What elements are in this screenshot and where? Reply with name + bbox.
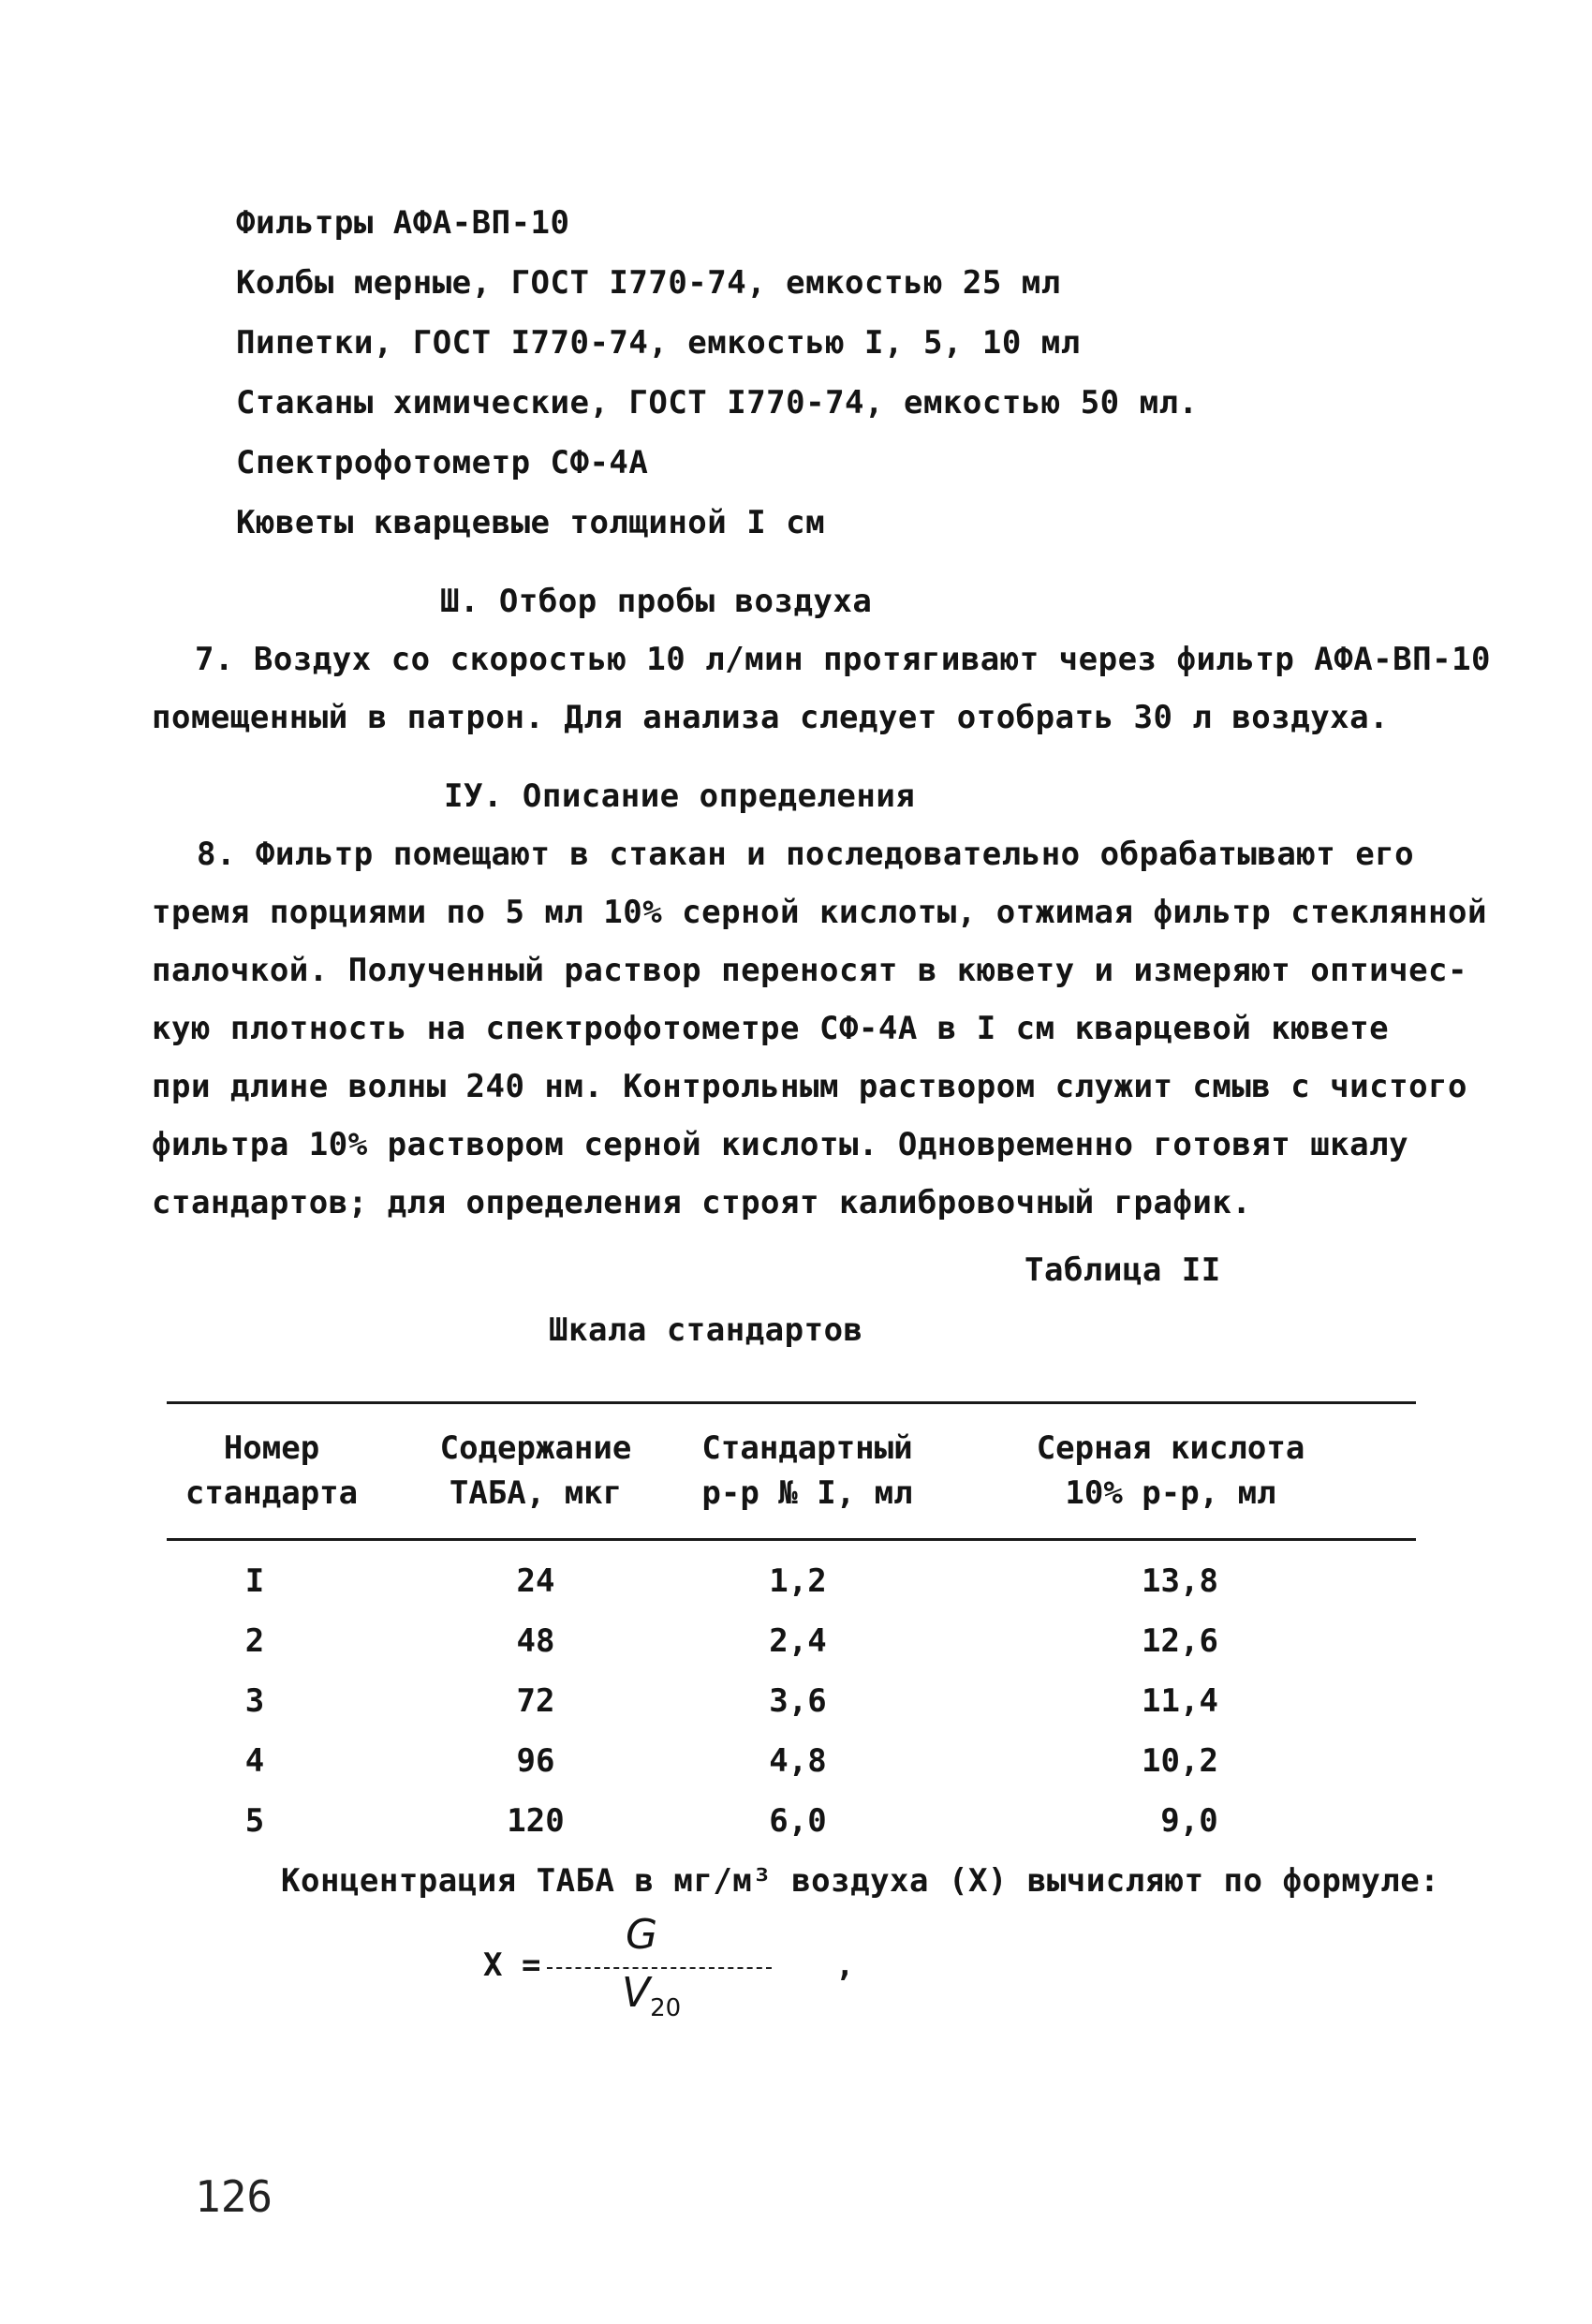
table-cell: 24	[516, 1562, 555, 1600]
table-header-cell: Номер	[223, 1429, 320, 1467]
table-header-cell: Стандартный	[701, 1429, 913, 1467]
table-cell: 6,0	[769, 1802, 827, 1840]
formula-denominator	[622, 1969, 681, 2022]
formula-intro: Концентрация ТАБА в мг/м³ воздуха (Х) вычисляют по формуле:	[281, 1862, 1440, 1900]
table-title: Шкала стандартов	[549, 1311, 863, 1349]
table-header-cell: ТАБА, мкг	[449, 1474, 623, 1512]
paragraph-line: кую плотность на спектрофотометре СФ-4А в I см кварцевой кювете	[152, 1010, 1390, 1047]
table-cell: 120	[507, 1802, 565, 1840]
formula-trailing-comma: ,	[835, 1947, 855, 1984]
table-cell: 2	[244, 1622, 265, 1660]
equipment-item: Пипетки, ГОСТ I770-74, емкостью I, 5, 10 мл	[236, 324, 1081, 362]
table-cell: 9,0	[1160, 1802, 1218, 1840]
table-cell: 72	[516, 1682, 555, 1720]
table-header-cell: стандарта	[184, 1474, 359, 1512]
formula-lhs: Х =	[483, 1947, 541, 1984]
table-header-cell: 10% р-р, мл	[1065, 1474, 1276, 1512]
table-header-cell: Содержание	[439, 1429, 632, 1467]
equipment-item: Стаканы химические, ГОСТ I770-74, емкостью 50 мл.	[236, 384, 1199, 422]
table-cell: 96	[516, 1742, 555, 1780]
table-cell: 3	[244, 1682, 265, 1720]
equipment-item: Спектрофотометр СФ-4А	[236, 444, 649, 481]
formula	[483, 1911, 877, 2022]
table-header-cell: Серная кислота	[1036, 1429, 1305, 1467]
table-number: Таблица II	[1024, 1251, 1221, 1289]
paragraph-line: тремя порциями по 5 мл 10% серной кислоты, отжимая фильтр стеклянной	[152, 894, 1487, 931]
table-cell: 2,4	[769, 1622, 827, 1660]
section-heading: Ш. Отбор пробы воздуха	[440, 583, 873, 620]
table-cell: 4,8	[769, 1742, 827, 1780]
equipment-item: Кюветы кварцевые толщиной I см	[236, 504, 826, 541]
paragraph-line: при длине волны 240 нм. Контрольным раствором служит смыв с чистого	[152, 1068, 1467, 1105]
formula-numerator: G	[626, 1911, 658, 1959]
table-cell: I	[244, 1562, 265, 1600]
table-cell: 12,6	[1142, 1622, 1218, 1660]
paragraph-line: стандартов; для определения строят калибровочный график.	[152, 1184, 1252, 1221]
table-cell: 1,2	[769, 1562, 827, 1600]
paragraph-line: фильтра 10% раствором серной кислоты. Одновременно готовят шкалу	[152, 1126, 1409, 1163]
section-heading: IУ. Описание определения	[444, 777, 916, 815]
table-cell: 3,6	[769, 1682, 827, 1720]
paragraph-line: палочкой. Полученный раствор переносят в кювету и измеряют оптичес-	[152, 952, 1467, 989]
paragraph-line: 8. Фильтр помещают в стакан и последовательно обрабатывают его	[197, 836, 1415, 873]
table-cell: 5	[244, 1802, 265, 1840]
table-cell: 13,8	[1142, 1562, 1218, 1600]
table-cell: 4	[244, 1742, 265, 1780]
table-cell: 11,4	[1142, 1682, 1218, 1720]
table-header-cell: р-р № I, мл	[701, 1474, 913, 1512]
formula-denominator-subscript: 20	[650, 1993, 682, 2022]
table-top-rule	[167, 1401, 1416, 1404]
equipment-item: Колбы мерные, ГОСТ I770-74, емкостью 25 мл	[236, 264, 1061, 302]
formula-denominator-symbol: V	[622, 1969, 651, 2017]
equipment-item: Фильтры АФА-ВП-10	[236, 204, 570, 242]
table-cell: 10,2	[1142, 1742, 1218, 1780]
paragraph-line: 7. Воздух со скоростью 10 л/мин протягивают через фильтр АФА-ВП-10	[195, 641, 1492, 678]
page-number: 126	[195, 2171, 273, 2222]
table-header-rule	[167, 1538, 1416, 1541]
table-cell: 48	[516, 1622, 555, 1660]
paragraph-line: помещенный в патрон. Для анализа следует отобрать 30 л воздуха.	[152, 699, 1390, 736]
